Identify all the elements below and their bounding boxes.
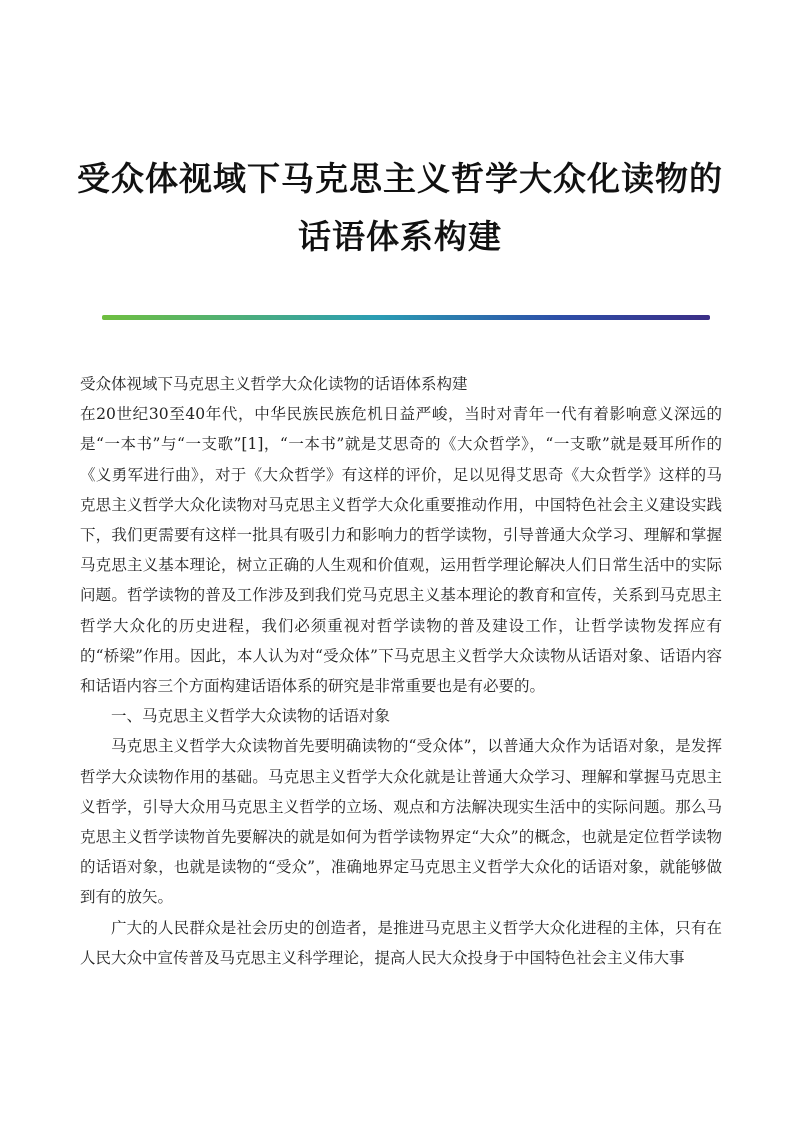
paragraph-intro: 在20世纪30至40年代，中华民族民族危机日益严峻，当时对青年一代有着影响意义深远的是“一本书”与“一支歌”[1]，“一本书”就是艾思奇的《大众哲学》，“一支歌”就是聂耳所作的《义勇军进行曲》，对于《大众哲学》有这样的评价，足以见得艾思奇《大众哲学》这样的马克思主义哲学大众化读物对马克思主义哲学大众化重要推动作用，中国特色社会主义建设实践下，我们更需要有这样一批具有吸引力和影响力的哲学读物，引导普通大众学习、理解和掌握马克思主义基本理论，树立正确的人生观和价值观，运用哲学理论解决人们日常生活中的实际问题。哲学读物的普及工作涉及到我们党马克思主义基本理论的教育和宣传，关系到马克思主哲学大众化的历史进程，我们必须重视对哲学读物的普及建设工作，让哲学读物发挥应有的“桥梁”作用。因此，本人认为对“受众体”下马克思主义哲学大众读物从话语对象、话语内容和话语内容三个方面构建话语体系的研究是非常重要也是有必要的。	[80, 405, 722, 696]
paragraph-audience: 马克思主义哲学大众读物首先要明确读物的“受众体”，以普通大众作为话语对象，是发挥哲学大众读物作用的基础。马克思主义哲学大众化就是让普通大众学习、理解和掌握马克思主义哲学，引导大众用马克思主义哲学的立场、观点和方法解决现实生活中的实际问题。那么马克思主义哲学读物首先要解决的就是如何为哲学读物界定“大众”的概念，也就是定位哲学读物的话语对象，也就是读物的“受众”，准确地界定马克思主义哲学大众化的话语对象，就能够做到有的放矢。	[80, 737, 722, 907]
document-body	[80, 369, 722, 973]
title-line-1: 受众体视域下马克思主义哲学大众化读物的	[77, 159, 723, 198]
document-title	[60, 150, 740, 266]
title-divider	[102, 315, 710, 320]
document-subtitle: 受众体视域下马克思主义哲学大众化读物的话语体系构建	[80, 375, 468, 393]
title-line-2: 话语体系构建	[298, 217, 502, 256]
paragraph-masses: 广大的人民群众是社会历史的创造者，是推进马克思主义哲学大众化进程的主体，只有在人民大众中宣传普及马克思主义科学理论，提高人民大众投身于中国特色社会主义伟大事	[80, 918, 722, 967]
section-heading: 一、马克思主义哲学大众读物的话语对象	[111, 707, 391, 726]
